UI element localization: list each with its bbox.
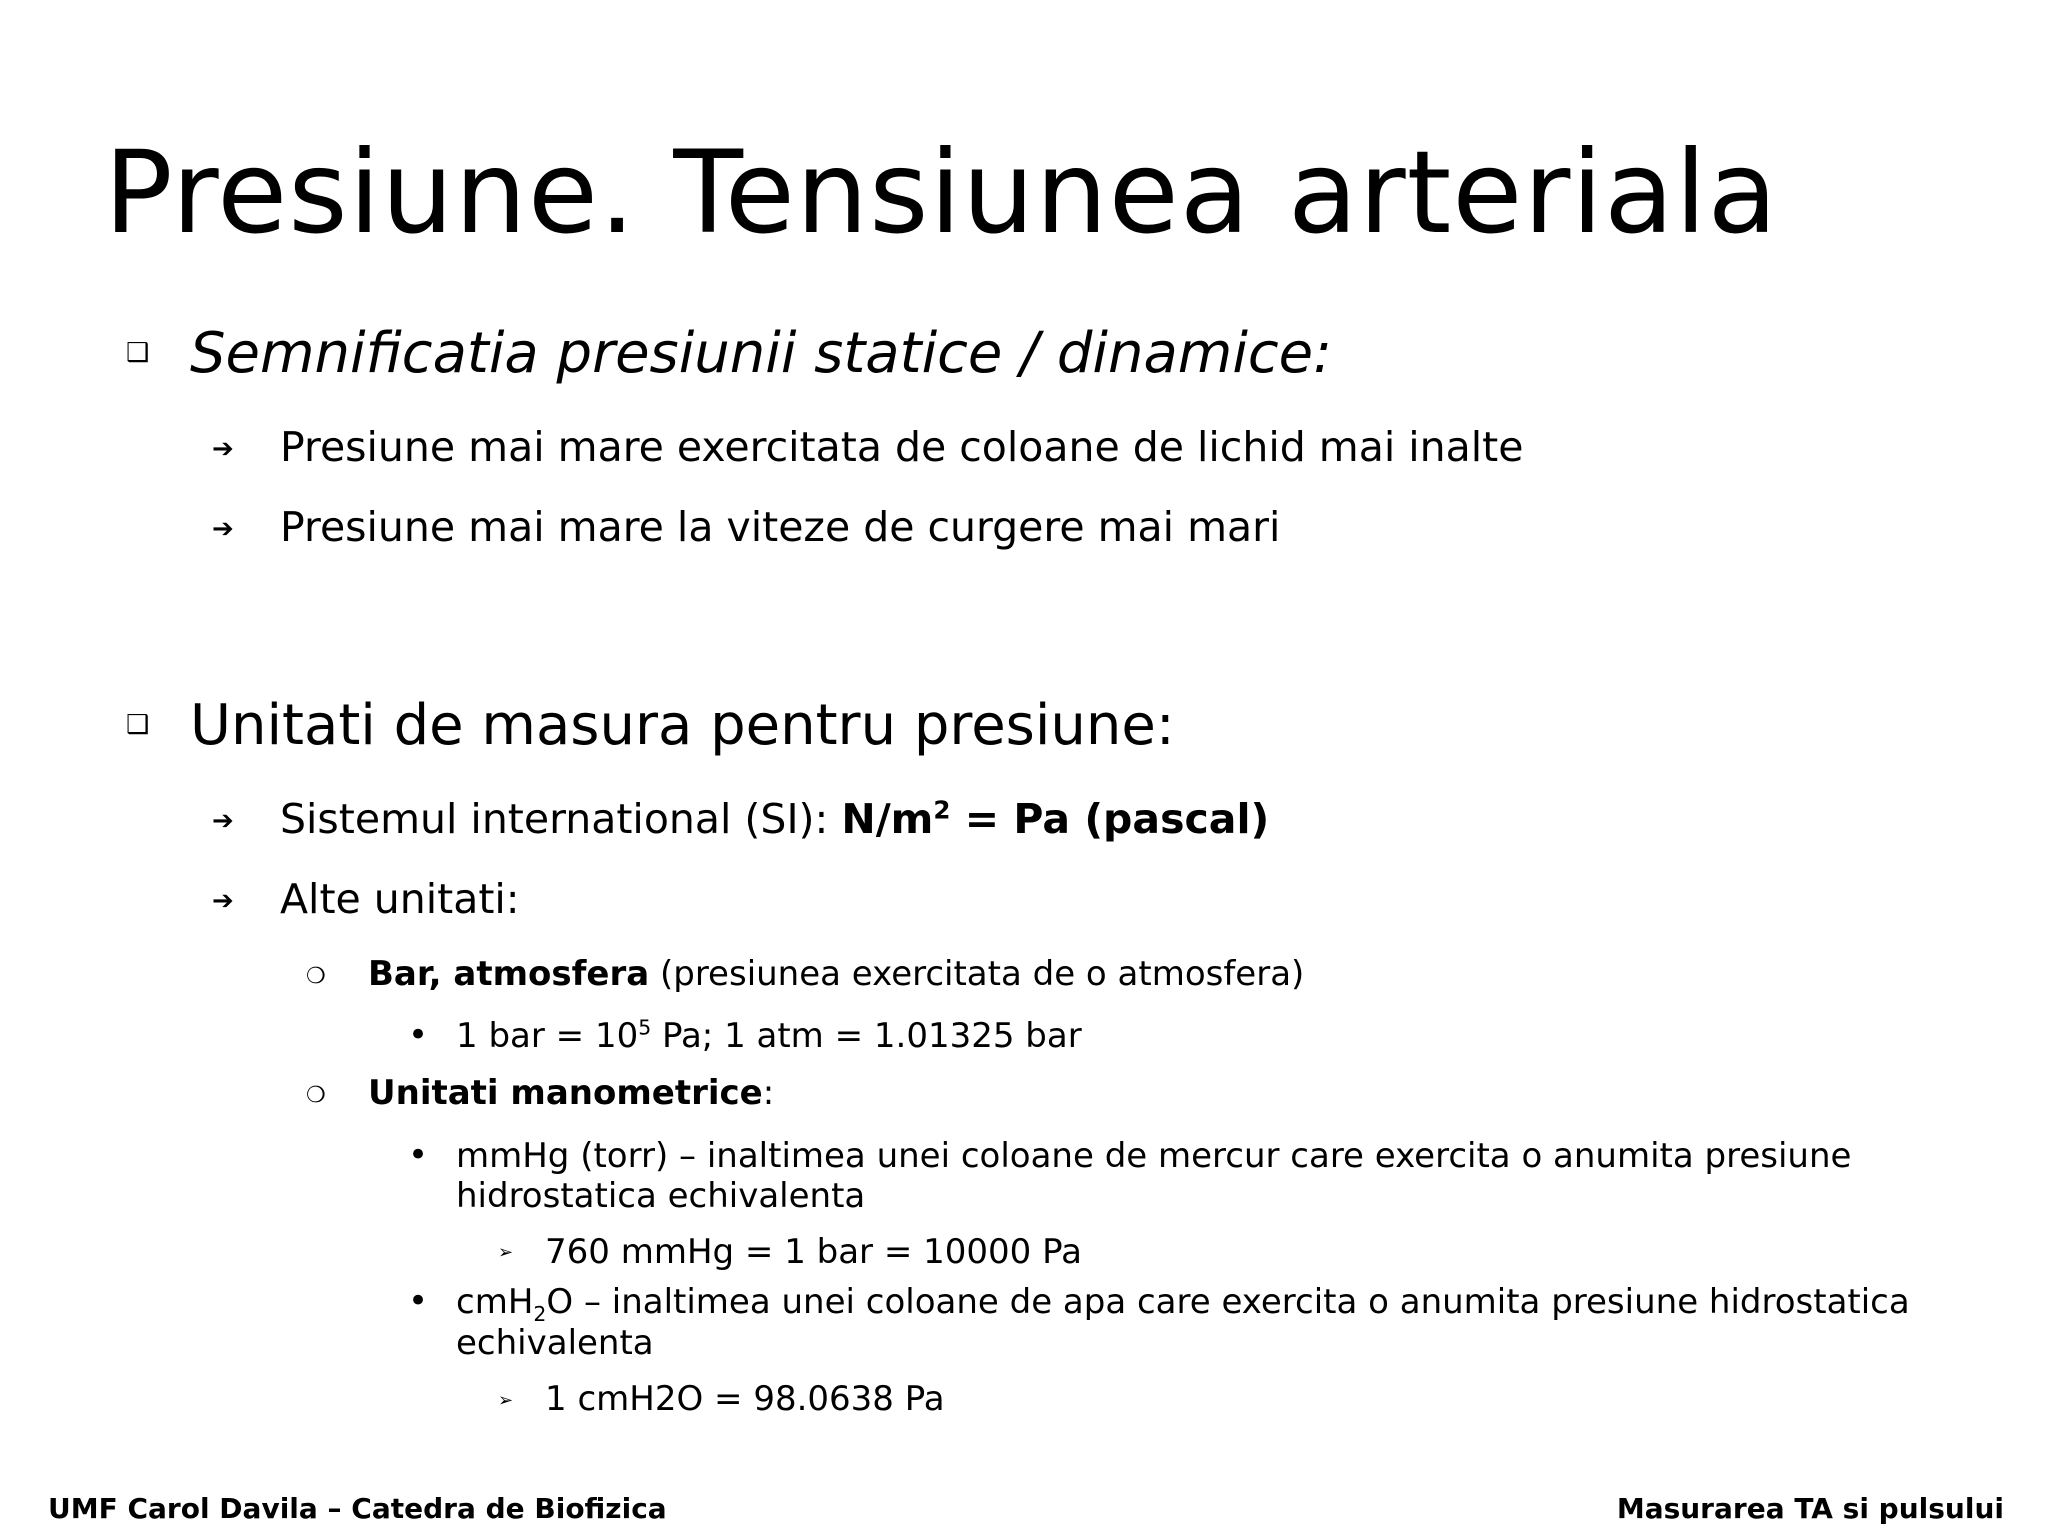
section-heading-static-dynamic: Semnificatia presiunii statice / dinamice: bbox=[190, 321, 1332, 386]
bar-conversion-a: 1 bar = 10 bbox=[456, 1016, 639, 1056]
bar-atmosphere-desc: (presiunea exercitata de o atmosfera) bbox=[649, 954, 1305, 994]
arrow-bullet-icon: ➔ bbox=[212, 434, 234, 464]
footer-topic: Masurarea TA si pulsului bbox=[1616, 1492, 2004, 1525]
bar-atmosphere-label: Bar, atmosfera bbox=[368, 954, 650, 994]
bar-conversion-b: Pa; 1 atm = 1.01325 bar bbox=[651, 1016, 1082, 1056]
cmh2o-a: cmH bbox=[456, 1282, 534, 1322]
si-unit-name: = Pa (pascal) bbox=[950, 795, 1270, 843]
mmhg-desc-line2: hidrostatica echivalenta bbox=[456, 1176, 866, 1216]
arrowhead-bullet-icon: ➢ bbox=[498, 1242, 514, 1263]
dot-bullet-icon: • bbox=[408, 1015, 429, 1055]
dot-bullet-icon: • bbox=[408, 1281, 429, 1321]
circle-bullet-icon: ❍ bbox=[306, 964, 326, 989]
manometric-units-item bbox=[368, 1074, 774, 1113]
list-item: Presiune mai mare exercitata de coloane de lichid mai inalte bbox=[280, 423, 1524, 471]
manometric-units-label: Unitati manometrice bbox=[368, 1073, 763, 1113]
si-label: Sistemul international (SI): bbox=[280, 795, 842, 843]
arrow-bullet-icon: ➔ bbox=[212, 806, 234, 836]
arrow-bullet-icon: ➔ bbox=[212, 514, 234, 544]
arrow-bullet-icon: ➔ bbox=[212, 886, 234, 916]
cmh2o-subscript: 2 bbox=[533, 1301, 547, 1326]
footer-institution: UMF Carol Davila – Catedra de Biofizica bbox=[48, 1492, 667, 1525]
dot-bullet-icon: • bbox=[408, 1135, 429, 1175]
section-heading-units: Unitati de masura pentru presiune: bbox=[190, 693, 1175, 758]
arrowhead-bullet-icon: ➢ bbox=[498, 1390, 514, 1411]
mmhg-desc-line1: mmHg (torr) – inaltimea unei coloane de mercur care exercita o anumita presiune bbox=[456, 1136, 1852, 1176]
bar-conversion-exponent: 5 bbox=[638, 1015, 652, 1040]
list-item: Presiune mai mare la viteze de curgere mai mari bbox=[280, 503, 1281, 551]
cmh2o-desc-line1 bbox=[456, 1282, 1910, 1326]
square-bullet-icon: ❑ bbox=[126, 710, 150, 740]
bar-conversion bbox=[456, 1017, 1082, 1056]
other-units-item: Alte unitati: bbox=[280, 875, 520, 923]
cmh2o-desc-line2: echivalenta bbox=[456, 1323, 654, 1363]
circle-bullet-icon: ❍ bbox=[306, 1083, 326, 1108]
cmh2o-conversion: 1 cmH2O = 98.0638 Pa bbox=[545, 1379, 945, 1419]
manometric-units-colon: : bbox=[762, 1073, 775, 1113]
mmhg-conversion: 760 mmHg = 1 bar = 10000 Pa bbox=[545, 1232, 1082, 1272]
cmh2o-b: O – inaltimea unei coloane de apa care exercita o anumita presiune hidrostatica bbox=[546, 1282, 1910, 1322]
si-unit-base: N/m bbox=[841, 795, 934, 843]
si-unit-item bbox=[280, 796, 1269, 843]
square-bullet-icon: ❑ bbox=[126, 338, 150, 368]
si-unit-exponent: 2 bbox=[933, 795, 951, 825]
slide-title: Presiune. Tensiunea arteriala bbox=[104, 126, 1779, 259]
bar-atmosphere-item bbox=[368, 955, 1304, 994]
